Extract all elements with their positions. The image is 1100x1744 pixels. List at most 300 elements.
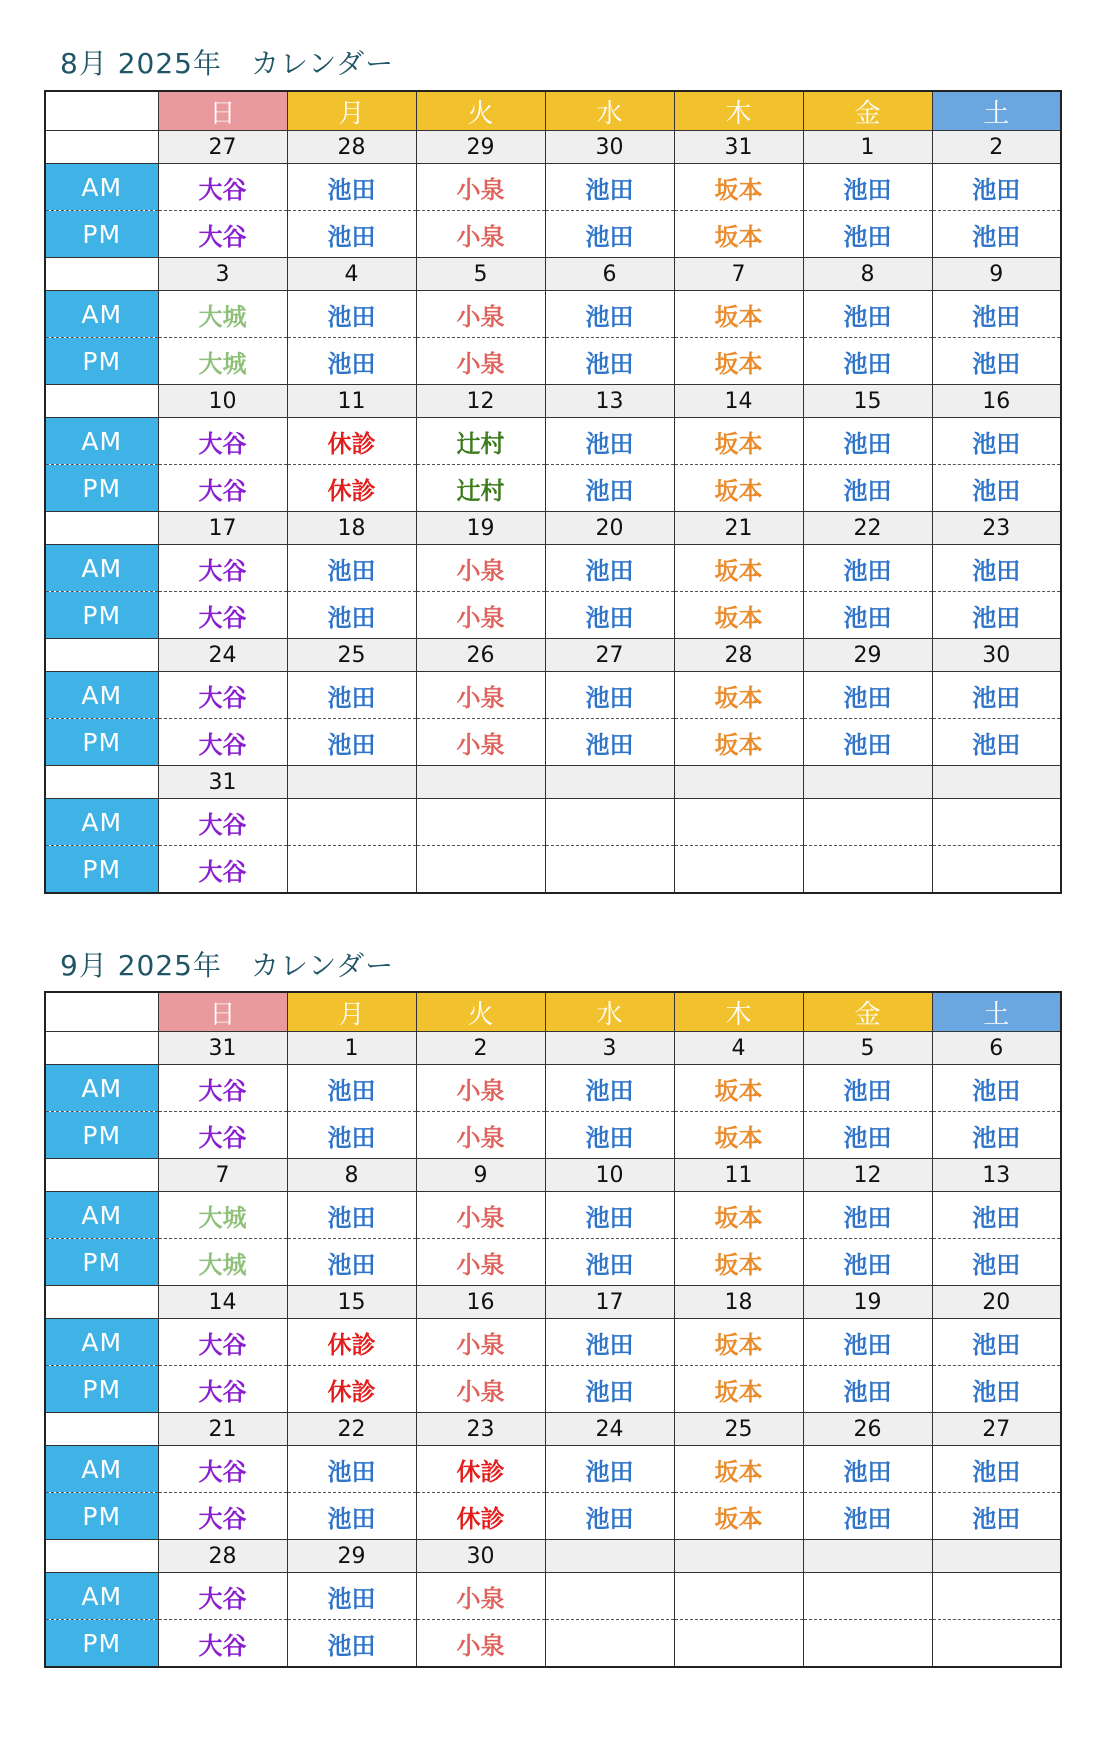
doctor-cell: 小泉 <box>416 1620 545 1668</box>
date-cell: 13 <box>545 385 674 418</box>
doctor-cell <box>287 846 416 894</box>
date-cell: 16 <box>932 385 1061 418</box>
date-cell: 7 <box>158 1159 287 1192</box>
doctor-cell: 池田 <box>545 164 674 211</box>
date-cell: 24 <box>545 1413 674 1446</box>
doctor-cell: 池田 <box>932 338 1061 385</box>
doctor-cell: 池田 <box>932 1493 1061 1540</box>
pm-row <box>45 1239 1061 1286</box>
pm-row <box>45 1366 1061 1413</box>
doctor-cell: 小泉 <box>416 672 545 719</box>
date-cell: 18 <box>287 512 416 545</box>
doctor-cell: 小泉 <box>416 592 545 639</box>
date-cell: 14 <box>158 1286 287 1319</box>
doctor-cell: 池田 <box>545 1112 674 1159</box>
date-cell: 11 <box>674 1159 803 1192</box>
doctor-cell <box>545 799 674 846</box>
doctor-cell: 池田 <box>932 1239 1061 1286</box>
doctor-cell: 池田 <box>545 1065 674 1112</box>
doctor-cell: 池田 <box>545 465 674 512</box>
am-row <box>45 545 1061 592</box>
doctor-cell: 休診 <box>287 1319 416 1366</box>
doctor-cell: 小泉 <box>416 1112 545 1159</box>
am-label: AM <box>45 1446 158 1493</box>
pm-row <box>45 211 1061 258</box>
doctor-cell: 池田 <box>287 291 416 338</box>
date-cell: 2 <box>416 1032 545 1065</box>
date-row-label <box>45 258 158 291</box>
doctor-cell: 大谷 <box>158 846 287 894</box>
date-cell: 28 <box>158 1540 287 1573</box>
weekday-mon: 月 <box>287 91 416 131</box>
doctor-cell: 池田 <box>932 211 1061 258</box>
date-row <box>45 131 1061 164</box>
date-cell: 19 <box>803 1286 932 1319</box>
doctor-cell: 大城 <box>158 1192 287 1239</box>
am-row <box>45 1319 1061 1366</box>
date-cell: 20 <box>545 512 674 545</box>
doctor-cell: 大谷 <box>158 592 287 639</box>
date-cell: 1 <box>287 1032 416 1065</box>
date-cell: 31 <box>674 131 803 164</box>
date-cell: 10 <box>158 385 287 418</box>
date-cell: 28 <box>674 639 803 672</box>
date-cell: 18 <box>674 1286 803 1319</box>
doctor-cell: 小泉 <box>416 1192 545 1239</box>
date-cell: 5 <box>803 1032 932 1065</box>
doctor-cell: 池田 <box>803 1366 932 1413</box>
doctor-cell: 池田 <box>545 545 674 592</box>
schedule-table <box>44 991 1062 1668</box>
date-cell: 20 <box>932 1286 1061 1319</box>
doctor-cell: 小泉 <box>416 545 545 592</box>
doctor-cell: 池田 <box>932 1319 1061 1366</box>
date-cell: 3 <box>545 1032 674 1065</box>
doctor-cell: 小泉 <box>416 338 545 385</box>
date-row-label <box>45 1540 158 1573</box>
am-row <box>45 1446 1061 1493</box>
doctor-cell: 池田 <box>932 291 1061 338</box>
date-cell <box>932 1540 1061 1573</box>
pm-row <box>45 338 1061 385</box>
doctor-cell <box>545 1620 674 1668</box>
pm-label: PM <box>45 719 158 766</box>
date-cell: 15 <box>803 385 932 418</box>
schedule-table <box>44 90 1062 894</box>
doctor-cell: 坂本 <box>674 1192 803 1239</box>
date-cell: 9 <box>932 258 1061 291</box>
date-cell: 12 <box>416 385 545 418</box>
date-cell <box>803 1540 932 1573</box>
doctor-cell: 大城 <box>158 338 287 385</box>
pm-label: PM <box>45 1620 158 1668</box>
doctor-cell: 坂本 <box>674 719 803 766</box>
doctor-cell: 池田 <box>803 1192 932 1239</box>
pm-label: PM <box>45 211 158 258</box>
header-corner <box>45 992 158 1032</box>
pm-row <box>45 1620 1061 1668</box>
doctor-cell: 池田 <box>287 1065 416 1112</box>
doctor-cell: 池田 <box>803 592 932 639</box>
date-cell: 4 <box>674 1032 803 1065</box>
doctor-cell: 池田 <box>932 592 1061 639</box>
doctor-cell: 小泉 <box>416 211 545 258</box>
doctor-cell: 池田 <box>287 719 416 766</box>
weekday-mon: 月 <box>287 992 416 1032</box>
doctor-cell: 池田 <box>803 338 932 385</box>
doctor-cell: 坂本 <box>674 1446 803 1493</box>
weekday-fri: 金 <box>803 992 932 1032</box>
doctor-cell: 池田 <box>932 1446 1061 1493</box>
date-cell: 29 <box>287 1540 416 1573</box>
doctor-cell: 池田 <box>932 1065 1061 1112</box>
header-corner <box>45 91 158 131</box>
date-row-label <box>45 1032 158 1065</box>
doctor-cell: 池田 <box>803 1112 932 1159</box>
doctor-cell: 坂本 <box>674 211 803 258</box>
pm-label: PM <box>45 846 158 894</box>
pm-row <box>45 465 1061 512</box>
date-cell: 31 <box>158 766 287 799</box>
doctor-cell: 池田 <box>803 211 932 258</box>
doctor-cell: 坂本 <box>674 1112 803 1159</box>
am-row <box>45 672 1061 719</box>
date-row-label <box>45 1413 158 1446</box>
date-cell: 10 <box>545 1159 674 1192</box>
doctor-cell <box>674 799 803 846</box>
date-cell: 31 <box>158 1032 287 1065</box>
doctor-cell: 池田 <box>803 465 932 512</box>
doctor-cell: 池田 <box>287 338 416 385</box>
doctor-cell: 坂本 <box>674 338 803 385</box>
doctor-cell: 池田 <box>287 164 416 211</box>
doctor-cell: 池田 <box>287 1192 416 1239</box>
weekday-wed: 水 <box>545 992 674 1032</box>
doctor-cell: 池田 <box>932 418 1061 465</box>
doctor-cell: 大谷 <box>158 465 287 512</box>
pm-row <box>45 592 1061 639</box>
doctor-cell <box>803 846 932 894</box>
doctor-cell: 池田 <box>545 719 674 766</box>
calendar-august-title: 8月 2025年 カレンダー <box>60 47 395 80</box>
date-cell <box>674 766 803 799</box>
date-cell: 6 <box>932 1032 1061 1065</box>
weekday-header-row <box>45 91 1061 131</box>
date-cell <box>287 766 416 799</box>
weekday-header-row <box>45 992 1061 1032</box>
doctor-cell: 大谷 <box>158 672 287 719</box>
doctor-cell: 池田 <box>932 1112 1061 1159</box>
date-cell: 5 <box>416 258 545 291</box>
doctor-cell: 池田 <box>932 672 1061 719</box>
weekday-sun: 日 <box>158 992 287 1032</box>
doctor-cell: 休診 <box>416 1446 545 1493</box>
doctor-cell: 池田 <box>932 719 1061 766</box>
doctor-cell: 池田 <box>287 1493 416 1540</box>
doctor-cell: 大谷 <box>158 1112 287 1159</box>
calendar-september <box>44 991 1060 1668</box>
doctor-cell: 休診 <box>287 418 416 465</box>
doctor-cell: 坂本 <box>674 592 803 639</box>
doctor-cell <box>932 799 1061 846</box>
date-cell: 12 <box>803 1159 932 1192</box>
date-cell: 4 <box>287 258 416 291</box>
doctor-cell: 池田 <box>803 719 932 766</box>
doctor-cell: 坂本 <box>674 672 803 719</box>
pm-label: PM <box>45 465 158 512</box>
doctor-cell: 辻村 <box>416 465 545 512</box>
doctor-cell: 池田 <box>545 1446 674 1493</box>
doctor-cell: 坂本 <box>674 418 803 465</box>
doctor-cell <box>932 1620 1061 1668</box>
weekday-thu: 木 <box>674 91 803 131</box>
am-label: AM <box>45 799 158 846</box>
am-row <box>45 164 1061 211</box>
doctor-cell: 坂本 <box>674 1239 803 1286</box>
doctor-cell: 休診 <box>287 465 416 512</box>
pm-label: PM <box>45 592 158 639</box>
doctor-cell: 池田 <box>545 592 674 639</box>
doctor-cell: 小泉 <box>416 1573 545 1620</box>
doctor-cell: 大谷 <box>158 1620 287 1668</box>
date-cell: 9 <box>416 1159 545 1192</box>
date-row-label <box>45 1159 158 1192</box>
date-cell: 30 <box>932 639 1061 672</box>
doctor-cell: 坂本 <box>674 1319 803 1366</box>
date-cell: 28 <box>287 131 416 164</box>
doctor-cell <box>674 1620 803 1668</box>
doctor-cell: 大谷 <box>158 1319 287 1366</box>
pm-label: PM <box>45 1493 158 1540</box>
date-cell: 15 <box>287 1286 416 1319</box>
doctor-cell: 池田 <box>803 545 932 592</box>
doctor-cell: 大谷 <box>158 418 287 465</box>
date-cell: 2 <box>932 131 1061 164</box>
doctor-cell: 大谷 <box>158 1573 287 1620</box>
pm-row <box>45 846 1061 894</box>
date-cell: 29 <box>803 639 932 672</box>
date-cell: 7 <box>674 258 803 291</box>
date-cell: 30 <box>545 131 674 164</box>
date-cell <box>416 766 545 799</box>
date-cell: 29 <box>416 131 545 164</box>
date-cell: 21 <box>674 512 803 545</box>
doctor-cell: 大谷 <box>158 719 287 766</box>
date-row-label <box>45 1286 158 1319</box>
doctor-cell: 池田 <box>545 418 674 465</box>
weekday-thu: 木 <box>674 992 803 1032</box>
date-row-label <box>45 131 158 164</box>
date-cell: 25 <box>287 639 416 672</box>
date-cell: 21 <box>158 1413 287 1446</box>
doctor-cell: 池田 <box>803 1065 932 1112</box>
doctor-cell: 池田 <box>545 338 674 385</box>
am-row <box>45 1065 1061 1112</box>
doctor-cell: 大谷 <box>158 1366 287 1413</box>
doctor-cell: 休診 <box>416 1493 545 1540</box>
date-cell: 23 <box>932 512 1061 545</box>
doctor-cell: 小泉 <box>416 1366 545 1413</box>
doctor-cell: 池田 <box>932 164 1061 211</box>
am-label: AM <box>45 1319 158 1366</box>
doctor-cell: 小泉 <box>416 1239 545 1286</box>
weekday-tue: 火 <box>416 91 545 131</box>
date-cell: 22 <box>803 512 932 545</box>
date-cell <box>674 1540 803 1573</box>
date-cell <box>545 1540 674 1573</box>
doctor-cell <box>674 1573 803 1620</box>
date-cell: 27 <box>932 1413 1061 1446</box>
date-cell: 27 <box>158 131 287 164</box>
date-row <box>45 639 1061 672</box>
date-row <box>45 258 1061 291</box>
weekday-sat: 土 <box>932 992 1061 1032</box>
pm-label: PM <box>45 1239 158 1286</box>
doctor-cell: 坂本 <box>674 465 803 512</box>
date-cell: 19 <box>416 512 545 545</box>
date-row-label <box>45 766 158 799</box>
date-cell: 22 <box>287 1413 416 1446</box>
doctor-cell: 辻村 <box>416 418 545 465</box>
am-row <box>45 1192 1061 1239</box>
doctor-cell: 池田 <box>287 1239 416 1286</box>
date-cell: 1 <box>803 131 932 164</box>
doctor-cell: 小泉 <box>416 719 545 766</box>
doctor-cell: 大谷 <box>158 1065 287 1112</box>
doctor-cell: 池田 <box>803 1319 932 1366</box>
doctor-cell: 池田 <box>545 211 674 258</box>
doctor-cell: 池田 <box>287 1446 416 1493</box>
doctor-cell: 池田 <box>545 1319 674 1366</box>
date-row <box>45 1159 1061 1192</box>
doctor-cell: 坂本 <box>674 545 803 592</box>
date-cell: 25 <box>674 1413 803 1446</box>
doctor-cell: 大谷 <box>158 164 287 211</box>
doctor-cell: 坂本 <box>674 164 803 211</box>
date-row <box>45 766 1061 799</box>
calendar-august <box>44 90 1060 894</box>
doctor-cell: 大城 <box>158 1239 287 1286</box>
date-cell: 23 <box>416 1413 545 1446</box>
am-label: AM <box>45 164 158 211</box>
doctor-cell: 池田 <box>932 545 1061 592</box>
date-cell: 8 <box>803 258 932 291</box>
weekday-wed: 水 <box>545 91 674 131</box>
date-cell: 26 <box>416 639 545 672</box>
date-row-label <box>45 512 158 545</box>
doctor-cell <box>803 1573 932 1620</box>
pm-row <box>45 719 1061 766</box>
doctor-cell: 池田 <box>545 672 674 719</box>
doctor-cell <box>545 846 674 894</box>
am-label: AM <box>45 291 158 338</box>
doctor-cell <box>803 799 932 846</box>
doctor-cell: 大谷 <box>158 1493 287 1540</box>
date-row <box>45 1413 1061 1446</box>
weekday-tue: 火 <box>416 992 545 1032</box>
date-cell <box>545 766 674 799</box>
weekday-fri: 金 <box>803 91 932 131</box>
doctor-cell: 池田 <box>287 1573 416 1620</box>
doctor-cell <box>416 846 545 894</box>
doctor-cell: 大谷 <box>158 545 287 592</box>
date-cell: 26 <box>803 1413 932 1446</box>
am-row <box>45 291 1061 338</box>
doctor-cell <box>416 799 545 846</box>
date-cell: 6 <box>545 258 674 291</box>
pm-label: PM <box>45 1112 158 1159</box>
doctor-cell: 池田 <box>803 418 932 465</box>
date-cell: 17 <box>158 512 287 545</box>
doctor-cell: 大谷 <box>158 211 287 258</box>
pm-row <box>45 1493 1061 1540</box>
date-cell: 3 <box>158 258 287 291</box>
date-cell: 27 <box>545 639 674 672</box>
doctor-cell: 大谷 <box>158 1446 287 1493</box>
am-label: AM <box>45 1192 158 1239</box>
doctor-cell <box>674 846 803 894</box>
date-row-label <box>45 385 158 418</box>
date-row <box>45 1032 1061 1065</box>
doctor-cell: 大谷 <box>158 799 287 846</box>
doctor-cell <box>932 1573 1061 1620</box>
doctor-cell <box>932 846 1061 894</box>
date-cell: 8 <box>287 1159 416 1192</box>
pm-label: PM <box>45 338 158 385</box>
calendar-september-title: 9月 2025年 カレンダー <box>60 949 395 982</box>
doctor-cell: 池田 <box>545 291 674 338</box>
doctor-cell: 池田 <box>803 1446 932 1493</box>
doctor-cell: 池田 <box>803 291 932 338</box>
date-row-label <box>45 639 158 672</box>
date-cell: 13 <box>932 1159 1061 1192</box>
date-row <box>45 1540 1061 1573</box>
doctor-cell: 坂本 <box>674 1065 803 1112</box>
am-row <box>45 799 1061 846</box>
weekday-sun: 日 <box>158 91 287 131</box>
am-row <box>45 418 1061 465</box>
am-label: AM <box>45 672 158 719</box>
doctor-cell: 池田 <box>803 1493 932 1540</box>
doctor-cell: 小泉 <box>416 1319 545 1366</box>
doctor-cell: 池田 <box>932 465 1061 512</box>
doctor-cell <box>803 1620 932 1668</box>
date-cell: 16 <box>416 1286 545 1319</box>
doctor-cell: 池田 <box>287 545 416 592</box>
date-cell <box>932 766 1061 799</box>
date-row <box>45 1286 1061 1319</box>
doctor-cell: 坂本 <box>674 291 803 338</box>
doctor-cell: 池田 <box>932 1366 1061 1413</box>
date-cell <box>803 766 932 799</box>
doctor-cell: 池田 <box>803 164 932 211</box>
date-row <box>45 512 1061 545</box>
date-cell: 24 <box>158 639 287 672</box>
pm-row <box>45 1112 1061 1159</box>
am-label: AM <box>45 1573 158 1620</box>
doctor-cell: 池田 <box>287 211 416 258</box>
am-row <box>45 1573 1061 1620</box>
doctor-cell: 池田 <box>803 1239 932 1286</box>
doctor-cell: 池田 <box>545 1192 674 1239</box>
doctor-cell: 池田 <box>803 672 932 719</box>
doctor-cell: 池田 <box>545 1239 674 1286</box>
doctor-cell: 池田 <box>287 1112 416 1159</box>
doctor-cell: 池田 <box>287 672 416 719</box>
doctor-cell: 坂本 <box>674 1366 803 1413</box>
am-label: AM <box>45 545 158 592</box>
doctor-cell: 池田 <box>287 1620 416 1668</box>
